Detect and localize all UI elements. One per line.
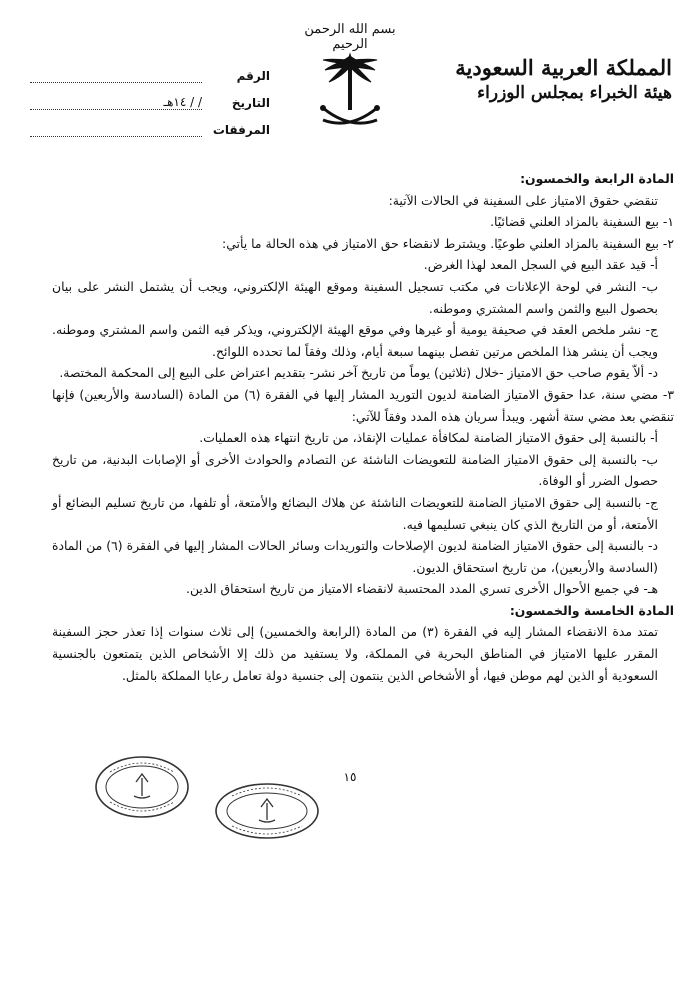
clause-3d: د- بالنسبة إلى حقوق الامتياز الضامنة لديون الإصلاحات والتوريدات وسائر الحالات المشار إليها في الفقرة (٦) من المادة (السادسة والأربعين)، من تاريخ استحقاق الديون. bbox=[52, 538, 658, 575]
reference-row bbox=[30, 56, 270, 83]
date-value: / / ١٤هـ bbox=[30, 95, 202, 110]
document-body bbox=[52, 168, 674, 686]
clause-2d: د- ألاّ يقوم صاحب حق الامتياز -خلال (ثلاثين) يوماً من تاريخ آخر نشر- بتقديم اعتراض على البيع إلى المحكمة المختصة. bbox=[59, 365, 658, 381]
kingdom-name: المملكة العربية السعودية bbox=[455, 55, 672, 80]
attachments-label: المرفقات bbox=[212, 123, 270, 137]
article-55-title: المادة الخامسة والخمسون: bbox=[509, 602, 674, 618]
basmala: بسم الله الرحمن الرحيم bbox=[304, 22, 396, 52]
clause-3b: ب- بالنسبة إلى حقوق الامتياز الضامنة للتعويضات الناشئة عن التصادم والحوادث الأخرى أو الإصابات البدنية، من تاريخ حصول الضرر أو الوفاة. bbox=[52, 451, 658, 489]
clause-1: ١- بيع السفينة بالمزاد العلني قضائيًا. bbox=[490, 214, 674, 230]
clause-2: ٢- بيع السفينة بالمزاد العلني طوعيًا. ويشترط لانقضاء حق الامتياز في هذه الحالة ما يأتي: bbox=[222, 235, 674, 251]
official-stamp-center bbox=[212, 780, 322, 846]
reference-label: الرقم bbox=[236, 69, 270, 83]
date-row bbox=[30, 83, 270, 110]
article-55-text: تمتد مدة الانقضاء المشار إليه في الفقرة (٣) من المادة (الرابعة والخمسين) إلى ثلاث سنوات إذا تعذر حجز السفينة المقرر عليها الامتياز في المناطق البحرية في المملكة، ولا يستفيد من ذلك إلا الأشخاص الذين يتمتعون بالجنسية السعودية أو الذين لهم موطن فيها، أو الأشخاص الذين ينتمون إلى جنسية دولة تعامل رعايا المملكة بالمثل. bbox=[52, 624, 658, 683]
attachments-row bbox=[30, 110, 270, 137]
letterhead bbox=[432, 55, 672, 105]
official-stamp-left bbox=[92, 752, 192, 826]
article-54-title: المادة الرابعة والخمسون: bbox=[520, 171, 674, 186]
clause-3e: هـ- في جميع الأحوال الأخرى تسري المدد المحتسبة لانقضاء الامتياز من تاريخ استحقاق الدين. bbox=[186, 581, 658, 597]
date-label: التاريخ bbox=[231, 96, 270, 110]
clause-2a: أ- قيد عقد البيع في السجل المعد لهذا الغرض. bbox=[423, 257, 658, 273]
clause-2c: ج- نشر ملخص العقد في صحيفة يومية أو غيرها وفي موقع الهيئة الإلكتروني، ويذكر فيه الثمن واسم المشتري وموطنه. ويجب أن ينشر هذا الملخص مرتين تفصل بينهما سبعة أيام، وذلك وفقاً لما تحدده اللوائح. bbox=[52, 322, 658, 359]
palm-and-swords-icon bbox=[315, 48, 385, 138]
article-54-intro: تنقضي حقوق الامتياز على السفينة في الحالات الآتية: bbox=[388, 192, 658, 208]
reference-block bbox=[30, 56, 270, 137]
clause-3a: أ- بالنسبة إلى حقوق الامتياز الضامنة لمكافأة عمليات الإنقاذ، من تاريخ انتهاء هذه العمليات. bbox=[199, 430, 658, 446]
clause-3: ٣- مضي سنة، عدا حقوق الامتياز الضامنة لديون التوريد المشار إليها في الفقرة (٦) من المادة (السادسة والأربعين) فإنها تنقضي بعد مضي ستة أشهر. ويبدأ سريان هذه المدد وفقاً للآتي: bbox=[52, 386, 674, 424]
attachments-line bbox=[30, 122, 202, 137]
clause-2b: ب- النشر في لوحة الإعلانات في مكتب تسجيل السفينة وموقع الهيئة الإلكتروني، ويجب أن يشتمل النشر على بيان بحصول البيع والثمن واسم المشتري وموطنه. bbox=[52, 278, 658, 316]
page-number: ١٥ bbox=[343, 770, 357, 784]
authority-name: هيئة الخبراء بمجلس الوزراء bbox=[477, 83, 672, 103]
clause-3c: ج- بالنسبة إلى حقوق الامتياز الضامنة للتعويضات الناشئة عن هلاك البضائع والأمتعة، أو تلفها، من تاريخ تسليم البضائع أو الأمتعة، أو من التاريخ الذي كان ينبغي تسليمها فيه. bbox=[52, 494, 658, 532]
reference-line bbox=[30, 68, 202, 83]
